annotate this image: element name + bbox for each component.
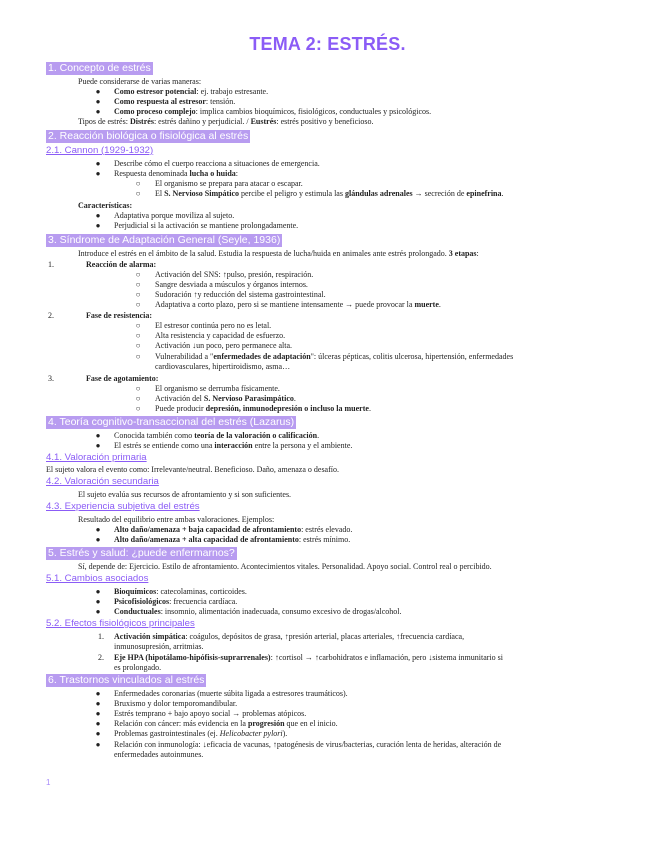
s2-characteristics-label: Características: (78, 201, 133, 210)
subsection-5-2: 5.2. Efectos fisiológicos principales (46, 618, 195, 629)
s5-effect-1: Activación simpática: coágulos, depósitos de grasa, ↑presión arterial, placas arteriales, ↑frecuencia cardíaca, (114, 632, 465, 641)
list-number: 1. (98, 632, 104, 641)
circle-bullet-icon: ○ (135, 321, 141, 330)
bullet-icon: ● (95, 97, 101, 106)
bullet-icon: ● (95, 211, 101, 220)
circle-bullet-icon: ○ (135, 404, 141, 413)
circle-bullet-icon: ○ (135, 179, 141, 188)
section-3-header: 3. Síndrome de Adaptación General (Seyle, 1936) (48, 234, 281, 246)
s6-bullet-6: Relación con inmunología: ↓eficacia de vacunas, ↑patogénesis de virus/bacterias, curación lenta de heridas, alteración de (114, 740, 502, 749)
bullet-icon: ● (95, 107, 101, 116)
list-number: 2. (98, 653, 104, 662)
s1-bullet-3: Como proceso complejo: implica cambios bioquímicos, fisiológicos, conductuales y psicológicos. (114, 107, 432, 116)
bullet-icon: ● (95, 740, 101, 749)
s6-bullet-3: Estrés temprano + bajo apoyo social → problemas atópicos. (114, 709, 307, 718)
s3-p1-item-1: Activación del SNS: ↑pulso, presión, respiración. (155, 270, 314, 279)
s1-types: Tipos de estrés: Distrés: estrés dañino y perjudicial. / Eustrés: estrés positivo y beneficioso. (78, 117, 374, 126)
s5-effect-1-cont: inmunosupresión, arritmias. (114, 642, 204, 651)
s6-bullet-4: Relación con cáncer: más evidencia en la progresión que en el inicio. (114, 719, 338, 728)
s1-intro: Puede considerarse de varias maneras: (78, 77, 202, 86)
bullet-icon: ● (95, 441, 101, 450)
bullet-icon: ● (95, 597, 101, 606)
bullet-icon: ● (95, 719, 101, 728)
circle-bullet-icon: ○ (135, 189, 141, 198)
s3-p3-item-3: Puede producir depresión, inmunodepresión o incluso la muerte. (155, 404, 371, 413)
s6-bullet-1: Enfermedades coronarias (muerte súbita ligada a estresores traumáticos). (114, 689, 348, 698)
circle-bullet-icon: ○ (135, 290, 141, 299)
s3-phase-1: Reacción de alarma: (86, 260, 157, 269)
circle-bullet-icon: ○ (135, 341, 141, 350)
bullet-icon: ● (95, 709, 101, 718)
bullet-icon: ● (95, 587, 101, 596)
bullet-icon: ● (95, 169, 101, 178)
s3-p3-item-1: El organismo se derrumba físicamente. (155, 384, 280, 393)
bullet-icon: ● (95, 525, 101, 534)
bullet-icon: ● (95, 221, 101, 230)
bullet-icon: ● (95, 699, 101, 708)
bullet-icon: ● (95, 729, 101, 738)
s5-text: Sí, depende de: Ejercicio. Estilo de afrontamiento. Acontecimientos vitales. Personalidad. Apoyo social. Control real o percibido. (78, 562, 492, 571)
circle-bullet-icon: ○ (135, 280, 141, 289)
s2-char-1: Adaptativa porque moviliza al sujeto. (114, 211, 235, 220)
circle-bullet-icon: ○ (135, 352, 141, 361)
list-number: 2. (48, 311, 54, 320)
s5-bullet-1: Bioquímicos: catecolaminas, corticoides. (114, 587, 247, 596)
s2-bullet-2: Respuesta denominada lucha o huida: (114, 169, 239, 178)
s3-p3-item-2: Activación del S. Nervioso Parasimpático. (155, 394, 296, 403)
s3-p2-item-3: Activación ↓un poco, pero permanece alta. (155, 341, 293, 350)
s3-p1-item-2: Sangre desviada a músculos y órganos internos. (155, 280, 308, 289)
s2-char-2: Perjudicial si la activación se mantiene prolongadamente. (114, 221, 299, 230)
section-2-header: 2. Reacción biológica o fisiológica al estrés (48, 130, 249, 142)
s2-sub-2: El S. Nervioso Simpático percibe el peligro y estimula las glándulas adrenales → secreción de epinefrina. (155, 189, 504, 198)
s3-phase-2: Fase de resistencia: (86, 311, 153, 320)
s5-bullet-3: Conductuales: insomnio, alimentación inadecuada, consumo excesivo de drogas/alcohol. (114, 607, 402, 616)
subsection-4-3: 4.3. Experiencia subjetiva del estrés (46, 501, 200, 512)
circle-bullet-icon: ○ (135, 270, 141, 279)
page-number: 1 (46, 778, 51, 787)
s5-effect-2-cont: es prolongado. (114, 663, 162, 672)
s4-2-text: El sujeto evalúa sus recursos de afrontamiento y si son suficientes. (78, 490, 292, 499)
s6-bullet-2: Bruxismo y dolor temporomandibular. (114, 699, 238, 708)
s2-sub-1: El organismo se prepara para atacar o escapar. (155, 179, 303, 188)
s3-p2-item-4: Vulnerabilidad a "enfermedades de adaptación": úlceras pépticas, colitis ulcerosa, hipertensión, enfermedades (155, 352, 514, 361)
section-6-header: 6. Trastornos vinculados al estrés (48, 674, 205, 686)
s3-p1-item-4: Adaptativa a corto plazo, pero si se mantiene intensamente → puede provocar la muerte. (155, 300, 441, 309)
s3-p2-item-1: El estresor continúa pero no es letal. (155, 321, 272, 330)
s6-bullet-5: Problemas gastrointestinales (ej. Helicobacter pylori). (114, 729, 288, 738)
circle-bullet-icon: ○ (135, 394, 141, 403)
s3-p1-item-3: Sudoración ↑y reducción del sistema gastrointestinal. (155, 290, 326, 299)
bullet-icon: ● (95, 431, 101, 440)
s3-intro: Introduce el estrés en el ámbito de la salud. Estudia la respuesta de lucha/huida en animales ante estrés prolongado. 3 etapas: (78, 249, 479, 258)
subsection-4-1: 4.1. Valoración primaria (46, 452, 147, 463)
s3-p2-item-4-cont: cardiovasculares, hipertiroidismo, asma… (155, 362, 291, 371)
section-1-header: 1. Concepto de estrés (48, 62, 151, 74)
s4-3-text: Resultado del equilibrio entre ambas valoraciones. Ejemplos: (78, 515, 275, 524)
s5-bullet-2: Psicofisiológicos: frecuencia cardíaca. (114, 597, 238, 606)
bullet-icon: ● (95, 159, 101, 168)
page-title: TEMA 2: ESTRÉS. (249, 34, 406, 54)
section-5-header: 5. Estrés y salud: ¿puede enfermarnos? (48, 547, 235, 559)
s5-effect-2: Eje HPA (hipotálamo-hipófisis-suprarrenales): ↑cortisol → ↑carbohidratos e inflamación, pero ↓sistema inmunitario si (114, 653, 503, 662)
s4-example-2: Alto daño/amenaza + alta capacidad de afrontamiento: estrés mínimo. (114, 535, 351, 544)
bullet-icon: ● (95, 607, 101, 616)
s3-phase-3: Fase de agotamiento: (86, 374, 159, 383)
s3-p2-item-2: Alta resistencia y capacidad de esfuerzo. (155, 331, 286, 340)
s1-bullet-1: Como estresor potencial: ej. trabajo estresante. (114, 87, 269, 96)
s1-bullet-2: Como respuesta al estresor: tensión. (114, 97, 236, 106)
s4-1-text: El sujeto valora el evento como: Irrelevante/neutral. Beneficioso. Daño, amenaza o desafío. (46, 465, 339, 474)
bullet-icon: ● (95, 535, 101, 544)
s6-bullet-6-cont: enfermedades autoinmunes. (114, 750, 204, 759)
bullet-icon: ● (95, 87, 101, 96)
circle-bullet-icon: ○ (135, 331, 141, 340)
s4-bullet-2: El estrés se entiende como una interacción entre la persona y el ambiente. (114, 441, 353, 450)
list-number: 1. (48, 260, 54, 269)
subsection-5-1: 5.1. Cambios asociados (46, 573, 149, 584)
circle-bullet-icon: ○ (135, 300, 141, 309)
circle-bullet-icon: ○ (135, 384, 141, 393)
section-4-header: 4. Teoría cognitivo-transaccional del estrés (Lazarus) (48, 416, 295, 428)
s4-bullet-1: Conocida también como teoría de la valoración o calificación. (114, 431, 320, 440)
list-number: 3. (48, 374, 54, 383)
s4-example-1: Alto daño/amenaza + baja capacidad de afrontamiento: estrés elevado. (114, 525, 353, 534)
subsection-4-2: 4.2. Valoración secundaria (46, 476, 159, 487)
bullet-icon: ● (95, 689, 101, 698)
subsection-2-1: 2.1. Cannon (1929-1932) (46, 145, 154, 156)
s2-bullet-1: Describe cómo el cuerpo reacciona a situaciones de emergencia. (114, 159, 320, 168)
